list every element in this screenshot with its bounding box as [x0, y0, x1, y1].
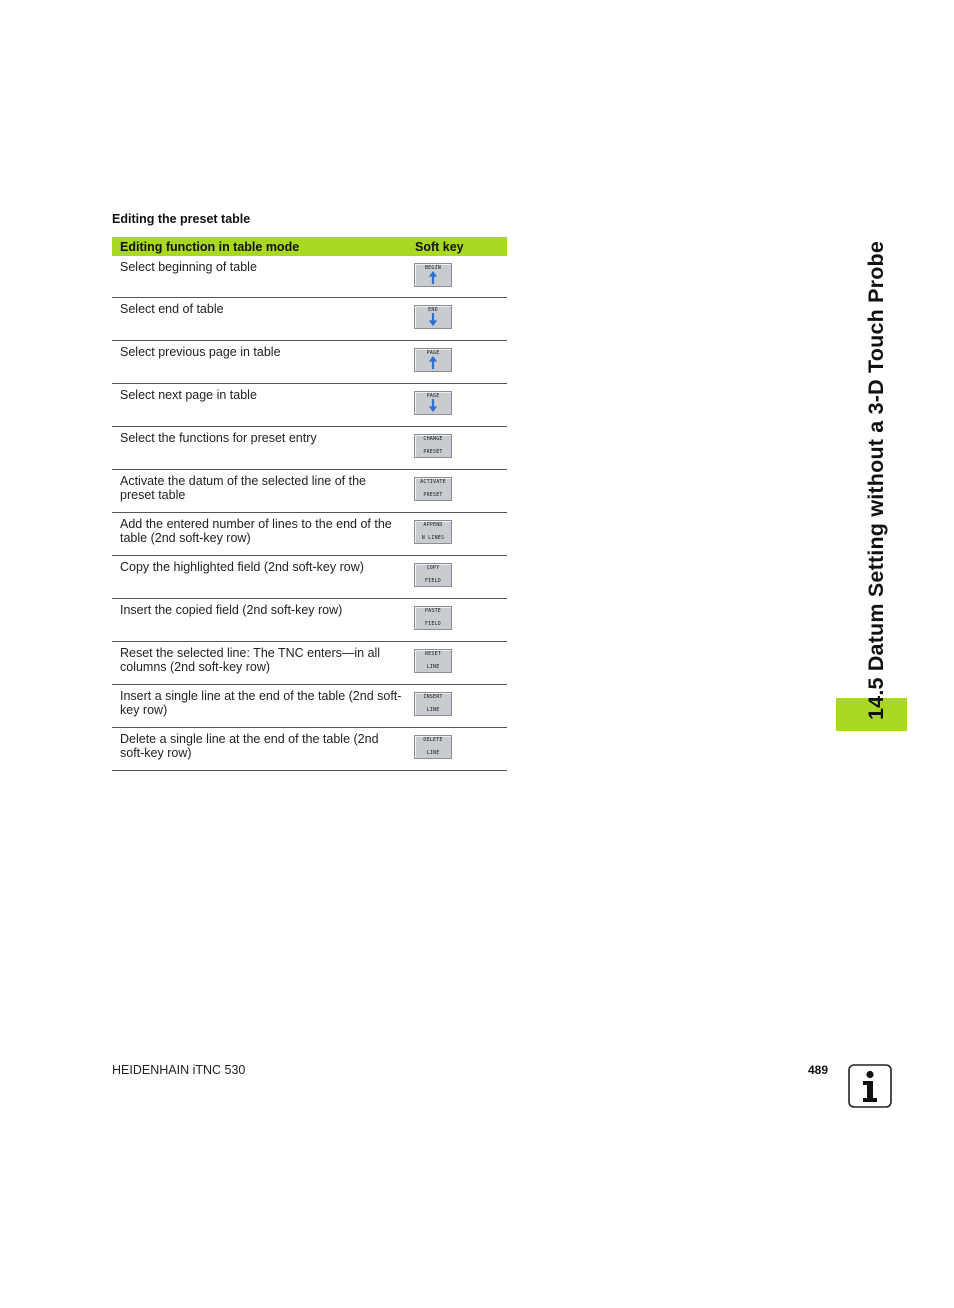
row-description: Select the functions for preset entry	[120, 431, 317, 445]
row-description: Select previous page in table	[120, 345, 281, 359]
softkey-label-top: RESET	[424, 651, 442, 657]
softkey-button[interactable]	[414, 263, 452, 287]
softkey-label-top: APPEND	[423, 522, 443, 528]
table-row	[112, 728, 507, 771]
softkey-label-top: PAGE	[426, 393, 440, 399]
softkey-button[interactable]	[414, 520, 452, 544]
row-description: Select beginning of table	[120, 260, 257, 274]
table-row	[112, 685, 507, 728]
table-row	[112, 298, 507, 341]
arrow-up-icon	[428, 356, 438, 369]
softkey-label-top: PASTE	[424, 608, 442, 614]
softkey-label-top: ACTIVATE	[420, 479, 446, 485]
softkey-button[interactable]	[414, 391, 452, 415]
table-row	[112, 256, 507, 298]
table-body	[112, 256, 507, 771]
table-row	[112, 384, 507, 427]
softkey-label-top: DELETE	[423, 737, 443, 743]
table-row	[112, 427, 507, 470]
row-description: Select next page in table	[120, 388, 257, 402]
row-description: Select end of table	[120, 302, 224, 316]
arrow-down-icon	[428, 399, 438, 412]
row-description: Add the entered number of lines to the end of the table (2nd soft-key row)	[120, 517, 392, 545]
preset-table	[112, 237, 507, 771]
page-number: 489	[808, 1063, 829, 1077]
softkey-label-bottom: LINE	[426, 707, 440, 713]
row-description: Insert the copied field (2nd soft-key row)	[120, 603, 343, 617]
info-icon	[848, 1064, 892, 1108]
softkey-button[interactable]	[414, 692, 452, 716]
header-softkey: Soft key	[415, 239, 464, 254]
softkey-label-top: CHANGE	[423, 436, 443, 442]
softkey-button[interactable]	[414, 563, 452, 587]
arrow-down-icon	[428, 313, 438, 326]
softkey-label-top: END	[428, 307, 438, 313]
row-description: Copy the highlighted field (2nd soft-key row)	[120, 560, 364, 574]
row-description: Activate the datum of the selected line of the preset table	[120, 474, 366, 502]
table-row	[112, 599, 507, 642]
softkey-label-bottom: FIELD	[424, 578, 442, 584]
softkey-label-bottom: LINE	[426, 750, 440, 756]
header-function: Editing function in table mode	[120, 239, 300, 254]
softkey-label-top: COPY	[426, 565, 440, 571]
table-header	[112, 237, 507, 256]
softkey-button[interactable]	[414, 477, 452, 501]
footer-product: HEIDENHAIN iTNC 530	[112, 1063, 246, 1077]
table-row	[112, 513, 507, 556]
softkey-label-bottom: N LINES	[421, 535, 445, 541]
chapter-title: 14.5 Datum Setting without a 3-D Touch Probe	[864, 240, 888, 720]
softkey-label-bottom: LINE	[426, 664, 440, 670]
softkey-button[interactable]	[414, 649, 452, 673]
row-description: Reset the selected line: The TNC enters—in all columns (2nd soft-key row)	[120, 646, 381, 674]
row-description: Insert a single line at the end of the table (2nd soft-key row)	[120, 689, 402, 717]
softkey-button[interactable]	[414, 434, 452, 458]
table-row	[112, 341, 507, 384]
softkey-button[interactable]	[414, 348, 452, 372]
row-description: Delete a single line at the end of the table (2nd soft-key row)	[120, 732, 379, 760]
table-row	[112, 470, 507, 513]
softkey-label-top: BEGIN	[424, 265, 442, 271]
table-row	[112, 556, 507, 599]
table-row	[112, 642, 507, 685]
softkey-label-top: INSERT	[423, 694, 443, 700]
softkey-button[interactable]	[414, 305, 452, 329]
softkey-label-bottom: PRESET	[423, 449, 443, 455]
softkey-label-bottom: PRESET	[423, 492, 443, 498]
softkey-button[interactable]	[414, 606, 452, 630]
section-title: Editing the preset table	[112, 212, 251, 226]
softkey-label-bottom: FIELD	[424, 621, 442, 627]
softkey-button[interactable]	[414, 735, 452, 759]
softkey-label-top: PAGE	[426, 350, 440, 356]
arrow-up-icon	[428, 271, 438, 284]
